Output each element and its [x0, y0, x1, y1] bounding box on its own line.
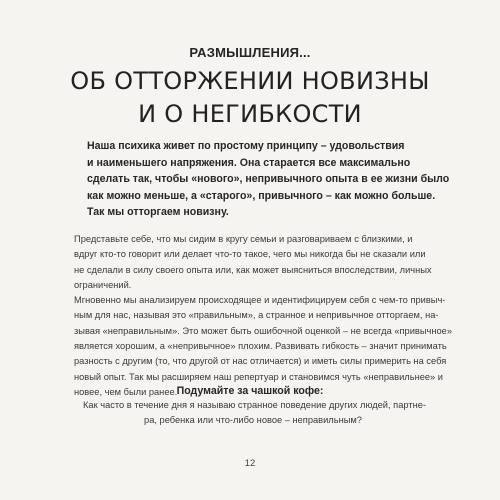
body-line: ным для нас, называя это «правильным», а странное и непривычное отторгаем, на- [74, 310, 439, 321]
page-title [0, 65, 500, 131]
intro-paragraph [87, 138, 450, 221]
body-line: новый опыт. Так мы расширяем наш репертуар и становимся чуть «неправильнее» и [74, 371, 443, 382]
body-line: Мгновенно мы анализируем происходящее и идентифицируем себя с чем-то привыч- [74, 295, 446, 306]
body-line: вдруг кто-то говорит или делает что-то такое, чего мы никогда бы не сказали или [74, 249, 426, 260]
coffee-tip-question [83, 398, 426, 429]
coffee-tip-title: Подумайте за чашкой кофе: [176, 385, 324, 397]
body-text [74, 232, 452, 400]
body-line: ограничений. [74, 279, 132, 290]
page-number: 12 [244, 458, 256, 469]
intro-line: как можно меньше, а «старого», привычного – как можно больше. [87, 189, 436, 202]
intro-line: Так мы отторгаем новизну. [87, 206, 229, 219]
body-line: Представьте себе, что мы сидим в кругу семьи и разговариваем с близкими, и [74, 234, 413, 244]
intro-line: сделать так, чтобы «нового», непривычного опыта в ее жизни было [87, 173, 450, 186]
body-line: зывая «неправильным». Это может быть ошибочной оценкой – не всегда «привычное» [74, 325, 452, 336]
body-line: новее, чем были ранее. [74, 386, 178, 397]
section-kicker: РАЗМЫШЛЕНИЯ... [189, 45, 311, 60]
title-line-1: ОБ ОТТОРЖЕНИИ НОВИЗНЫ [70, 67, 430, 95]
body-line: не сделали в силу своего опыта или, как может выясниться впоследствии, личных [74, 264, 432, 275]
intro-line: и наименьшего напряжения. Она старается все максимально [87, 156, 411, 169]
tip-line: Как часто в течение дня я называю странное поведение других людей, партне- [83, 400, 426, 410]
body-line: разность с другим (то, что другой от нас отличается) и иметь силы примерить на себя [74, 356, 447, 367]
body-line: является хорошим, а «непривычное» плохим. Развивать гибкость – значит принимать [74, 341, 447, 352]
title-line-2: И О НЕГИБКОСТИ [138, 100, 362, 128]
intro-line: Наша психика живет по простому принципу – удовольствия [87, 140, 405, 152]
tip-line: ра, ребенка или что-либо новое – неправильным? [144, 415, 362, 426]
